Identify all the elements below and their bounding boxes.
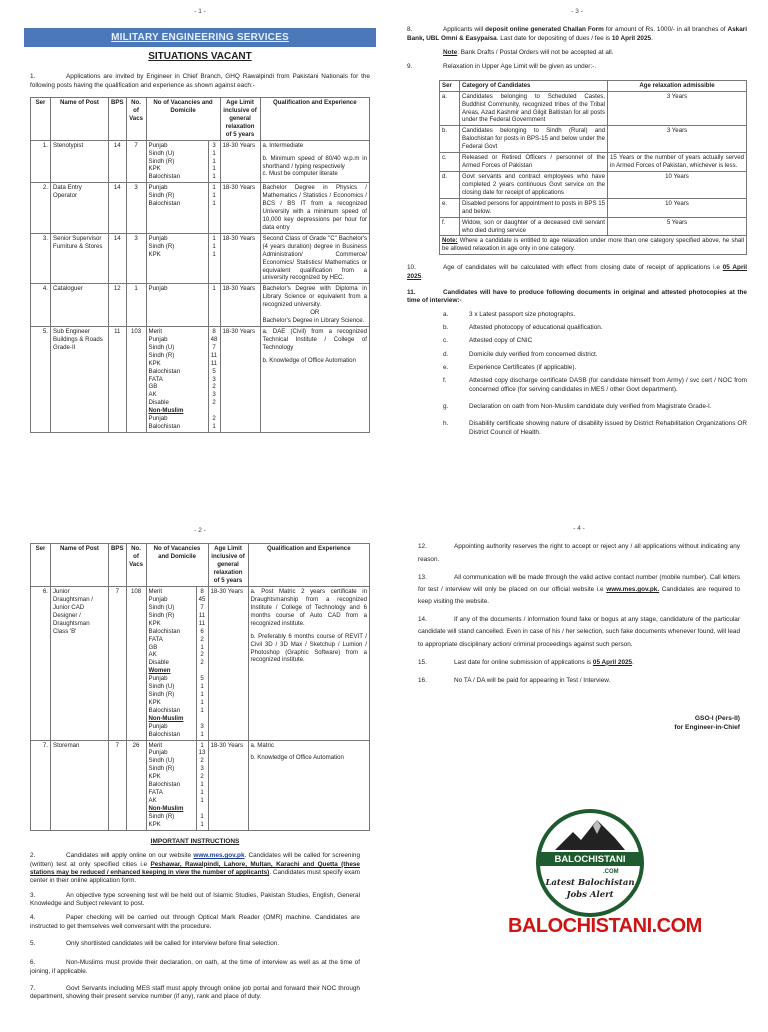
domicile-count: 2 (200, 757, 204, 765)
instruction-3: 3. An objective type screening test will be held out of Islamic Studies, Pakistan Studies, English, General Knowledge and Subject relevant to post. (30, 891, 360, 908)
cell-post: Storeman (51, 740, 109, 830)
cell-qualification (248, 740, 369, 830)
cell-age: 10 Years (608, 198, 747, 217)
domicile-name: Sindh (U) (148, 683, 175, 691)
document-item (407, 324, 747, 332)
domicile-name: Sindh (U) (148, 343, 175, 351)
domicile-name: Merit (148, 741, 163, 749)
domicile-count: 1 (212, 250, 216, 258)
table-row (31, 587, 370, 741)
instruction-4: 4. Paper checking will be carried out through Optical Mark Reader (OMR) machine. Candidates are instructed to get themselves well conversant with the procedure. (30, 914, 360, 930)
domicile-count (199, 667, 206, 675)
instruction-2: 2. Candidates will apply online on our website www.mes.gov.pk. Candidates will be called for screening (written) test at only specified cities i.e Peshawar, Rawalpindi, Lahore, Multan, Karachi and Quetta (these stations may be reduced / enhanced keeping in view the number of applicants). Candidates must specify exam center in their online application form. (30, 852, 360, 885)
col-bps: BPS (109, 98, 127, 141)
page-2-instructions (30, 838, 360, 1002)
domicile-count: 1 (200, 789, 204, 797)
domicile-name: KPK (148, 359, 161, 367)
qualification-item: a. DAE (Civil) from a recognized Technical Institute / College of Technology (262, 327, 367, 351)
domicile-name: Balochistan (148, 367, 181, 375)
cell-ser: 1. (31, 140, 51, 183)
cell-ser: 2. (31, 183, 51, 234)
document-item (407, 403, 747, 411)
domicile-name: Sindh (R) (148, 351, 175, 359)
domicile-name: Sindh (R) (148, 765, 175, 773)
signature-designation: GSO-I (Pers-II) (694, 715, 740, 723)
cell-vacs: 3 (126, 233, 146, 284)
domicile-count: 11 (198, 611, 206, 619)
domicile-count: 13 (198, 749, 206, 757)
signature-authority: for Engineer-in-Chief (674, 723, 740, 731)
domicile-name: Balochistan (148, 173, 181, 181)
cell-domicile-count (208, 284, 220, 327)
domicile-count: 1 (200, 741, 204, 749)
site-watermark: BALOCHISTANI.COM (508, 915, 702, 937)
cell-bps: 12 (109, 284, 127, 327)
document-item (407, 364, 747, 372)
cell-vacs: 1 (126, 284, 146, 327)
domicile-count: 1 (212, 285, 216, 293)
instructions-heading: IMPORTANT INSTRUCTIONS (150, 838, 240, 845)
cell-ser: e. (440, 198, 460, 217)
page-number: - 3 - (571, 8, 583, 15)
cell-vacs: 3 (126, 183, 146, 234)
domicile-count: 1 (212, 423, 216, 431)
cell-qualification (260, 183, 369, 234)
cell-ser: a. (440, 91, 460, 126)
page-3 (407, 8, 747, 437)
table-row (31, 183, 370, 234)
table-header-row: Ser Category of Candidates Age relaxation admissible (440, 80, 747, 91)
cell-age: 18-30 Years (220, 284, 260, 327)
cell-vacs: 108 (126, 587, 146, 741)
domicile-count: 1 (200, 812, 204, 820)
domicile-name: KPK (148, 698, 161, 706)
col-ser: Ser (31, 544, 51, 587)
domicile-count: 1 (200, 797, 204, 805)
cell-post: Sub Engineer Buildings & Roads Grade-II (51, 326, 109, 432)
item-letter: f. (443, 377, 447, 385)
domicile-count: 1 (200, 698, 204, 706)
relaxation-row (440, 198, 747, 217)
cell-cat: Widow, son or daughter of a deceased civil servant who died during service (460, 217, 608, 236)
domicile-name: AK (148, 797, 157, 805)
cell-post: Stenotypist (51, 140, 109, 183)
domicile-name: Punjab (148, 749, 168, 757)
page-number: - 2 - (194, 527, 206, 534)
domicile-name: Sindh (U) (148, 757, 175, 765)
relaxation-row (440, 91, 747, 126)
item-text: Attested copy of CNIC (469, 337, 533, 345)
instruction-11: 11. Candidates will have to produce following documents in original and attested photocopies at the time of interview:- (407, 288, 747, 305)
domicile-count: 1 (212, 157, 216, 165)
domicile-name: KPK (148, 773, 161, 781)
domicile-name: Punjab (148, 234, 168, 242)
item-letter: b. (443, 323, 449, 331)
intro-paragraph: 1. Applications are invited by Engineer in Chief Branch, GHQ Rawalpindi from Pakistani Nationals for the following posts having the qualification and experience as shown against each:- (30, 73, 370, 89)
cell-bps: 7 (109, 740, 127, 830)
domicile-count: 2 (200, 773, 204, 781)
domicile-name: Sindh (U) (148, 603, 175, 611)
domicile-count: 2 (212, 383, 216, 391)
domicile-name: KPK (148, 820, 161, 828)
cell-bps: 11 (109, 326, 127, 432)
cell-domicile-count (208, 326, 220, 432)
domicile-count: 2 (200, 659, 204, 667)
cell-post: Senior Supervisor Furniture & Stores (51, 233, 109, 284)
cell-vacs: 103 (126, 326, 146, 432)
document-item (407, 420, 747, 437)
domicile-name: Punjab (148, 595, 168, 603)
domicile-count: 3 (200, 765, 204, 773)
domicile-name: KPK (148, 250, 161, 258)
cell-domicile (146, 183, 208, 234)
relaxation-note-row: Note: Where a candidate is entitled to age relaxation under more than one category specified above, he shall be allowed relaxation in age only in one category. (440, 236, 747, 255)
col-vacs: No. of Vacs (126, 544, 146, 587)
domicile-count: 1 (200, 683, 204, 691)
cell-bps: 14 (109, 183, 127, 234)
col-age: Age Limit inclusive of general relaxation of 5 years (220, 98, 260, 141)
item-text: Attested photocopy of educational qualification. (469, 323, 603, 331)
instruction-6: 6. Non-Muslims must provide their declaration, on oath, at the time of interview as well as at the time of joining, if applicable. (30, 959, 360, 975)
domicile-name: Punjab (148, 722, 168, 730)
bank-note: Note: Bank Drafts / Postal Orders will not be accepted at all. (443, 49, 614, 57)
cell-ser: 5. (31, 326, 51, 432)
domicile-count: 5 (212, 367, 216, 375)
domicile-name: Non-Muslim (148, 407, 184, 415)
cell-bps: 14 (109, 233, 127, 284)
cell-ser: 4. (31, 284, 51, 327)
cell-cat: Candidates belonging to Sindh (Rural) and Balochistan for posts in BPS-15 and below under the Federal Govt (460, 126, 608, 153)
domicile-count: 6 (200, 627, 204, 635)
item-text: Experience Certificates (if applicable). (469, 363, 577, 371)
instruction-15: 15. Last date for online submission of applications is 05 April 2025. (418, 658, 634, 666)
domicile-count: 7 (212, 343, 216, 351)
table-header-row (31, 544, 370, 587)
document-item (407, 377, 747, 394)
domicile-name: AK (148, 651, 157, 659)
domicile-name: Balochistan (148, 730, 181, 738)
col-qualification: Qualification and Experience (260, 98, 369, 141)
page-2 (30, 527, 370, 831)
domicile-name: GB (148, 383, 158, 391)
item-letter: h. (443, 420, 449, 428)
qualification-item: Bachelor's Degree in Library Science. (262, 317, 365, 325)
cell-qualification (260, 140, 369, 183)
cell-ser: 3. (31, 233, 51, 284)
item-letter: e. (443, 363, 449, 371)
qualification-item: c. Must be computer literate (262, 170, 338, 178)
table-row (31, 233, 370, 284)
domicile-name: Punjab (148, 335, 168, 343)
instruction-9: 9. Relaxation in Upper Age Limit will be given as under:-. (407, 63, 597, 71)
cell-post: Junior Draughtsman / Junior CAD Designer / Draughtsman Class 'B' (51, 587, 109, 741)
age-relaxation-table (439, 80, 747, 256)
domicile-name: Punjab (148, 675, 168, 683)
domicile-name: KPK (148, 165, 161, 173)
col-domicile: No of Vacancies and Domicile (146, 544, 208, 587)
col-qualification: Qualification and Experience (248, 544, 369, 587)
domicile-count (199, 805, 206, 813)
mes-website-link[interactable]: www.mes.gov.pk. (606, 585, 660, 593)
item-letter: d. (443, 350, 449, 358)
domicile-count: 1 (200, 643, 204, 651)
domicile-count: 45 (198, 595, 206, 603)
instruction-12: 12. Appointing authority reserves the right to accept or reject any / all applications without indicating any reason. (418, 543, 740, 563)
domicile-name: Balochistan (148, 706, 181, 714)
domicile-name: Sindh (R) (148, 611, 175, 619)
item-text: Declaration on oath from Non-Muslim candidate duly verified from Magistrate Grade-I. (469, 402, 712, 410)
col-domicile: No of Vacancies and Domicile (146, 98, 220, 141)
table-row (31, 326, 370, 432)
item-letter: a. (443, 310, 449, 318)
cell-domicile-count (196, 740, 208, 830)
domicile-name: GB (148, 643, 158, 651)
cell-domicile (146, 587, 196, 741)
domicile-name: Women (148, 667, 171, 675)
vacancies-table (30, 97, 370, 433)
cell-ser: b. (440, 126, 460, 153)
page-number: - 1 - (194, 8, 206, 15)
col-age: Age Limit inclusive of general relaxation of 5 years (208, 544, 248, 587)
domicile-count: 1 (212, 184, 216, 192)
document-item (407, 337, 747, 345)
domicile-count: 7 (200, 603, 204, 611)
domicile-name: FATA (148, 635, 163, 643)
documents-list (407, 311, 747, 437)
domicile-count: 1 (212, 200, 216, 208)
instruction-10: 10. Age of candidates will be calculated with effect from closing date of receipt of applications i.e 05 April 2025. (407, 264, 747, 280)
domicile-count: 1 (212, 192, 216, 200)
qualification-item: a. Post Matric 2 years certificate in Draughtsmanship from a recognized Institute / College of Technology and 6 months course of Auto CAD from a recognized institute. (250, 588, 367, 627)
domicile-name: Merit (148, 588, 163, 596)
qualification-item: b. Minimum speed of 80/40 w.p.m in shorthand / typing respectively (262, 154, 367, 170)
cell-age: 3 Years (608, 91, 747, 126)
cell-domicile (146, 740, 196, 830)
cell-vacs: 26 (126, 740, 146, 830)
logo-tagline-1: Latest Balochistan (545, 878, 635, 888)
cell-ser: c. (440, 153, 460, 172)
cell-age: 18-30 Years (220, 183, 260, 234)
domicile-count: 1 (200, 691, 204, 699)
domicile-count: 3 (212, 141, 216, 149)
item-text: 3 x Latest passport size photographs. (469, 310, 576, 318)
domicile-name: Sindh (R) (148, 242, 175, 250)
col-bps: BPS (109, 544, 127, 587)
cell-cat: Govt servants and contract employees who have completed 2 years continuous Govt service on the closing date for receipt of applications (460, 171, 608, 198)
domicile-count: 11 (198, 619, 206, 627)
cell-domicile (146, 233, 208, 284)
qualification-item: a. Matric (250, 741, 274, 749)
domicile-count: 1 (200, 730, 204, 738)
domicile-count: 1 (212, 234, 216, 242)
domicile-count: 1 (200, 820, 204, 828)
col-vacs: No. of Vacs (126, 98, 146, 141)
page-1 (30, 8, 370, 433)
item-text: Domicile duly verified from concerned district. (469, 350, 598, 358)
instruction-16: 16. No TA / DA will be paid for appearing in Test / Interview. (418, 676, 611, 684)
cell-domicile-count (208, 183, 220, 234)
domicile-count: 3 (200, 722, 204, 730)
domicile-count: 1 (212, 242, 216, 250)
instruction-14: 14. If any of the documents / information found fake or bogus at any stage, candidature of the particular candidate will stand cancelled. Even in case of his / her selection, such fake documents whenever found, will lead to appropriate disciplinary action/ criminal proceedings against such person. (418, 616, 740, 648)
cell-bps: 7 (109, 587, 127, 741)
qualification-item: Second Class of Grade "C" Bachelor's (4 years duration) degree in Business Administration/ Commerce/ Economics/ Statistics/ Mathematics or equivalent qualification from a university recognized by HEC. (262, 234, 367, 282)
cell-cat: Candidates belonging to Scheduled Castes, Buddhist Community, recognized tribes of the Tribal Areas, Azad Kashmir and Gilgit Baltistan for all posts under the Federal Government (460, 91, 608, 126)
domicile-count: 8 (200, 588, 204, 596)
item-text: Attested copy discharge certificate DASB (for candidate himself from Army) / svc cert / NOC from concerned office (for serving candidates in MES / other Govt department). (469, 377, 747, 393)
domicile-count: 11 (210, 351, 218, 359)
cell-post: Data Entry Operator (51, 183, 109, 234)
domicile-name: Disable (148, 659, 169, 667)
domicile-count: 3 (212, 375, 216, 383)
qualification-item: Bachelor's Degree with Diploma in Library Science or equivalent from a recognized university. (262, 285, 367, 309)
domicile-count: 3 (212, 391, 216, 399)
domicile-count: 1 (200, 706, 204, 714)
instruction-13: 13. All communication will be made through the valid active contact number (mobile number). Call letters for test / interview will only be placed on our official website i.e www.mes.gov.pk. Candidates are required to keep visiting the website. (418, 573, 740, 606)
cell-ser: d. (440, 171, 460, 198)
domicile-name: Disable (148, 399, 169, 407)
domicile-count: 8 (212, 327, 216, 335)
cell-age: 18-30 Years (220, 140, 260, 183)
qualification-item: b. Preferably 6 months course of REVIT / Civil 3D / 3D Max / Sketchup / Lumion / Photoshop (Graphic Software) from a recognized institute. (250, 632, 367, 664)
cell-vacs: 7 (126, 140, 146, 183)
organization-banner: MILITARY ENGINEERING SERVICES (24, 28, 376, 47)
domicile-name: FATA (148, 375, 163, 383)
domicile-name: Balochistan (148, 781, 181, 789)
document-item (407, 351, 747, 359)
qualification-item: b. Knowledge of Office Automation (262, 356, 356, 364)
cell-post: Cataloguer (51, 284, 109, 327)
qualification-item: b. Knowledge of Office Automation (250, 754, 344, 762)
logo-tagline-2: Jobs Alert (566, 890, 614, 900)
qualification-item: Bachelor Degree in Physics / Mathematics / Statistics / Economics / BCS / BS IT from a recognized University with a minimum speed of 10,000 key depressions per hour for data entry (262, 184, 367, 231)
document-item (407, 311, 747, 319)
cell-qualification (260, 284, 369, 327)
test-cities: Peshawar, Rawalpindi, Lahore, Multan, Karachi and Quetta (these stations may be reduced / enhanced keeping in view the number of applicants) (30, 860, 360, 877)
cell-age: 18-30 Years (208, 740, 248, 830)
qualification-item: a. Intermediate (262, 141, 304, 149)
cell-qualification (260, 233, 369, 284)
domicile-count: 48 (210, 335, 218, 343)
qualification-item: OR (310, 309, 320, 317)
domicile-name: Balochistan (148, 200, 181, 208)
item-letter: c. (443, 337, 448, 345)
logo-name: BALOCHISTANI (554, 854, 626, 865)
cell-age: 3 Years (608, 126, 747, 153)
cell-domicile-count (208, 140, 220, 183)
domicile-name: FATA (148, 789, 163, 797)
instruction-5: 5. Only shortlisted candidates will be called for interview before final selection. (30, 940, 280, 948)
domicile-name: Punjab (148, 141, 168, 149)
domicile-name: Balochistan (148, 423, 181, 431)
page-title: SITUATIONS VACANT (148, 51, 252, 63)
item-letter: g. (443, 402, 449, 410)
cell-age: 18-30 Years (220, 233, 260, 284)
cell-qualification (260, 326, 369, 432)
domicile-name: KPK (148, 619, 161, 627)
cell-domicile (146, 140, 208, 183)
cell-age: 18-30 Years (208, 587, 248, 741)
table-row (31, 140, 370, 183)
domicile-name: Punjab (148, 184, 168, 192)
table-header-row (31, 98, 370, 141)
cell-cat: Disabled persons for appointment to posts in BPS 15 and below. (460, 198, 608, 217)
domicile-count: 2 (212, 399, 216, 407)
mes-website-link[interactable]: www.mes.gov.pk (193, 852, 245, 860)
col-post: Name of Post (51, 98, 109, 141)
instruction-8: 8. Applicants will deposit online generated Challan Form for amount of Rs. 1000/- in all branches of Askari Bank, UBL Omni & Easypaisa. Last date for depositing of dues / fee is 10 April 2025. (407, 26, 748, 42)
cell-ser: 7. (31, 740, 51, 830)
domicile-count: 1 (212, 173, 216, 181)
domicile-count: 1 (212, 165, 216, 173)
relaxation-row (440, 126, 747, 153)
col-ser: Ser (31, 98, 51, 141)
domicile-name: AK (148, 391, 157, 399)
cell-domicile (146, 284, 208, 327)
domicile-count: 11 (210, 359, 218, 367)
domicile-name: Sindh (R) (148, 192, 175, 200)
domicile-name: Sindh (R) (148, 157, 175, 165)
item-text: Disability certificate showing nature of disability issued by District Rehabilitation Organizations OR District Council of Health. (469, 420, 747, 436)
domicile-name: Merit (148, 327, 163, 335)
domicile-name: Punjab (148, 285, 168, 293)
cell-ser: 6. (31, 587, 51, 741)
domicile-name: Non-Muslim (148, 714, 184, 722)
relaxation-row (440, 153, 747, 172)
balochistani-logo (535, 808, 645, 918)
domicile-count: 2 (200, 635, 204, 643)
domicile-count: 5 (200, 675, 204, 683)
domicile-count: 1 (212, 149, 216, 157)
cell-domicile-count (196, 587, 208, 741)
domicile-name: Sindh (R) (148, 812, 175, 820)
domicile-name: Punjab (148, 415, 168, 423)
page-number: - 4 - (573, 525, 585, 532)
relaxation-row (440, 217, 747, 236)
domicile-count (211, 407, 218, 415)
col-post: Name of Post (51, 544, 109, 587)
cell-age: 15 Years or the number of years actually served in Armed Forces of Pakistan, whichever is less. (608, 153, 747, 172)
vacancies-table-continued (30, 543, 370, 830)
cell-age: 10 Years (608, 171, 747, 198)
domicile-count: 1 (200, 781, 204, 789)
page-4 (418, 525, 740, 732)
logo-com: .COM (603, 869, 619, 875)
domicile-count: 2 (200, 651, 204, 659)
domicile-name: Balochistan (148, 627, 181, 635)
cell-age: 5 Years (608, 217, 747, 236)
domicile-count: 2 (212, 415, 216, 423)
table-row (31, 740, 370, 830)
cell-qualification (248, 587, 369, 741)
cell-domicile (146, 326, 208, 432)
domicile-name: Sindh (U) (148, 149, 175, 157)
table-row (31, 284, 370, 327)
cell-cat: Released or Retired Officers / personnel of the Armed Forces of Pakistan (460, 153, 608, 172)
relaxation-row (440, 171, 747, 198)
cell-bps: 14 (109, 140, 127, 183)
cell-domicile-count (208, 233, 220, 284)
instruction-7: 7. Govt Servants including MES staff must apply through online job portal and forward their NOC through department, showing their present service number (if any), rank and place of duty. (30, 985, 360, 1001)
domicile-name: Non-Muslim (148, 804, 184, 812)
domicile-name: Sindh (R) (148, 691, 175, 699)
cell-age: 18-30 Years (220, 326, 260, 432)
domicile-count (199, 715, 206, 723)
cell-ser: f. (440, 217, 460, 236)
